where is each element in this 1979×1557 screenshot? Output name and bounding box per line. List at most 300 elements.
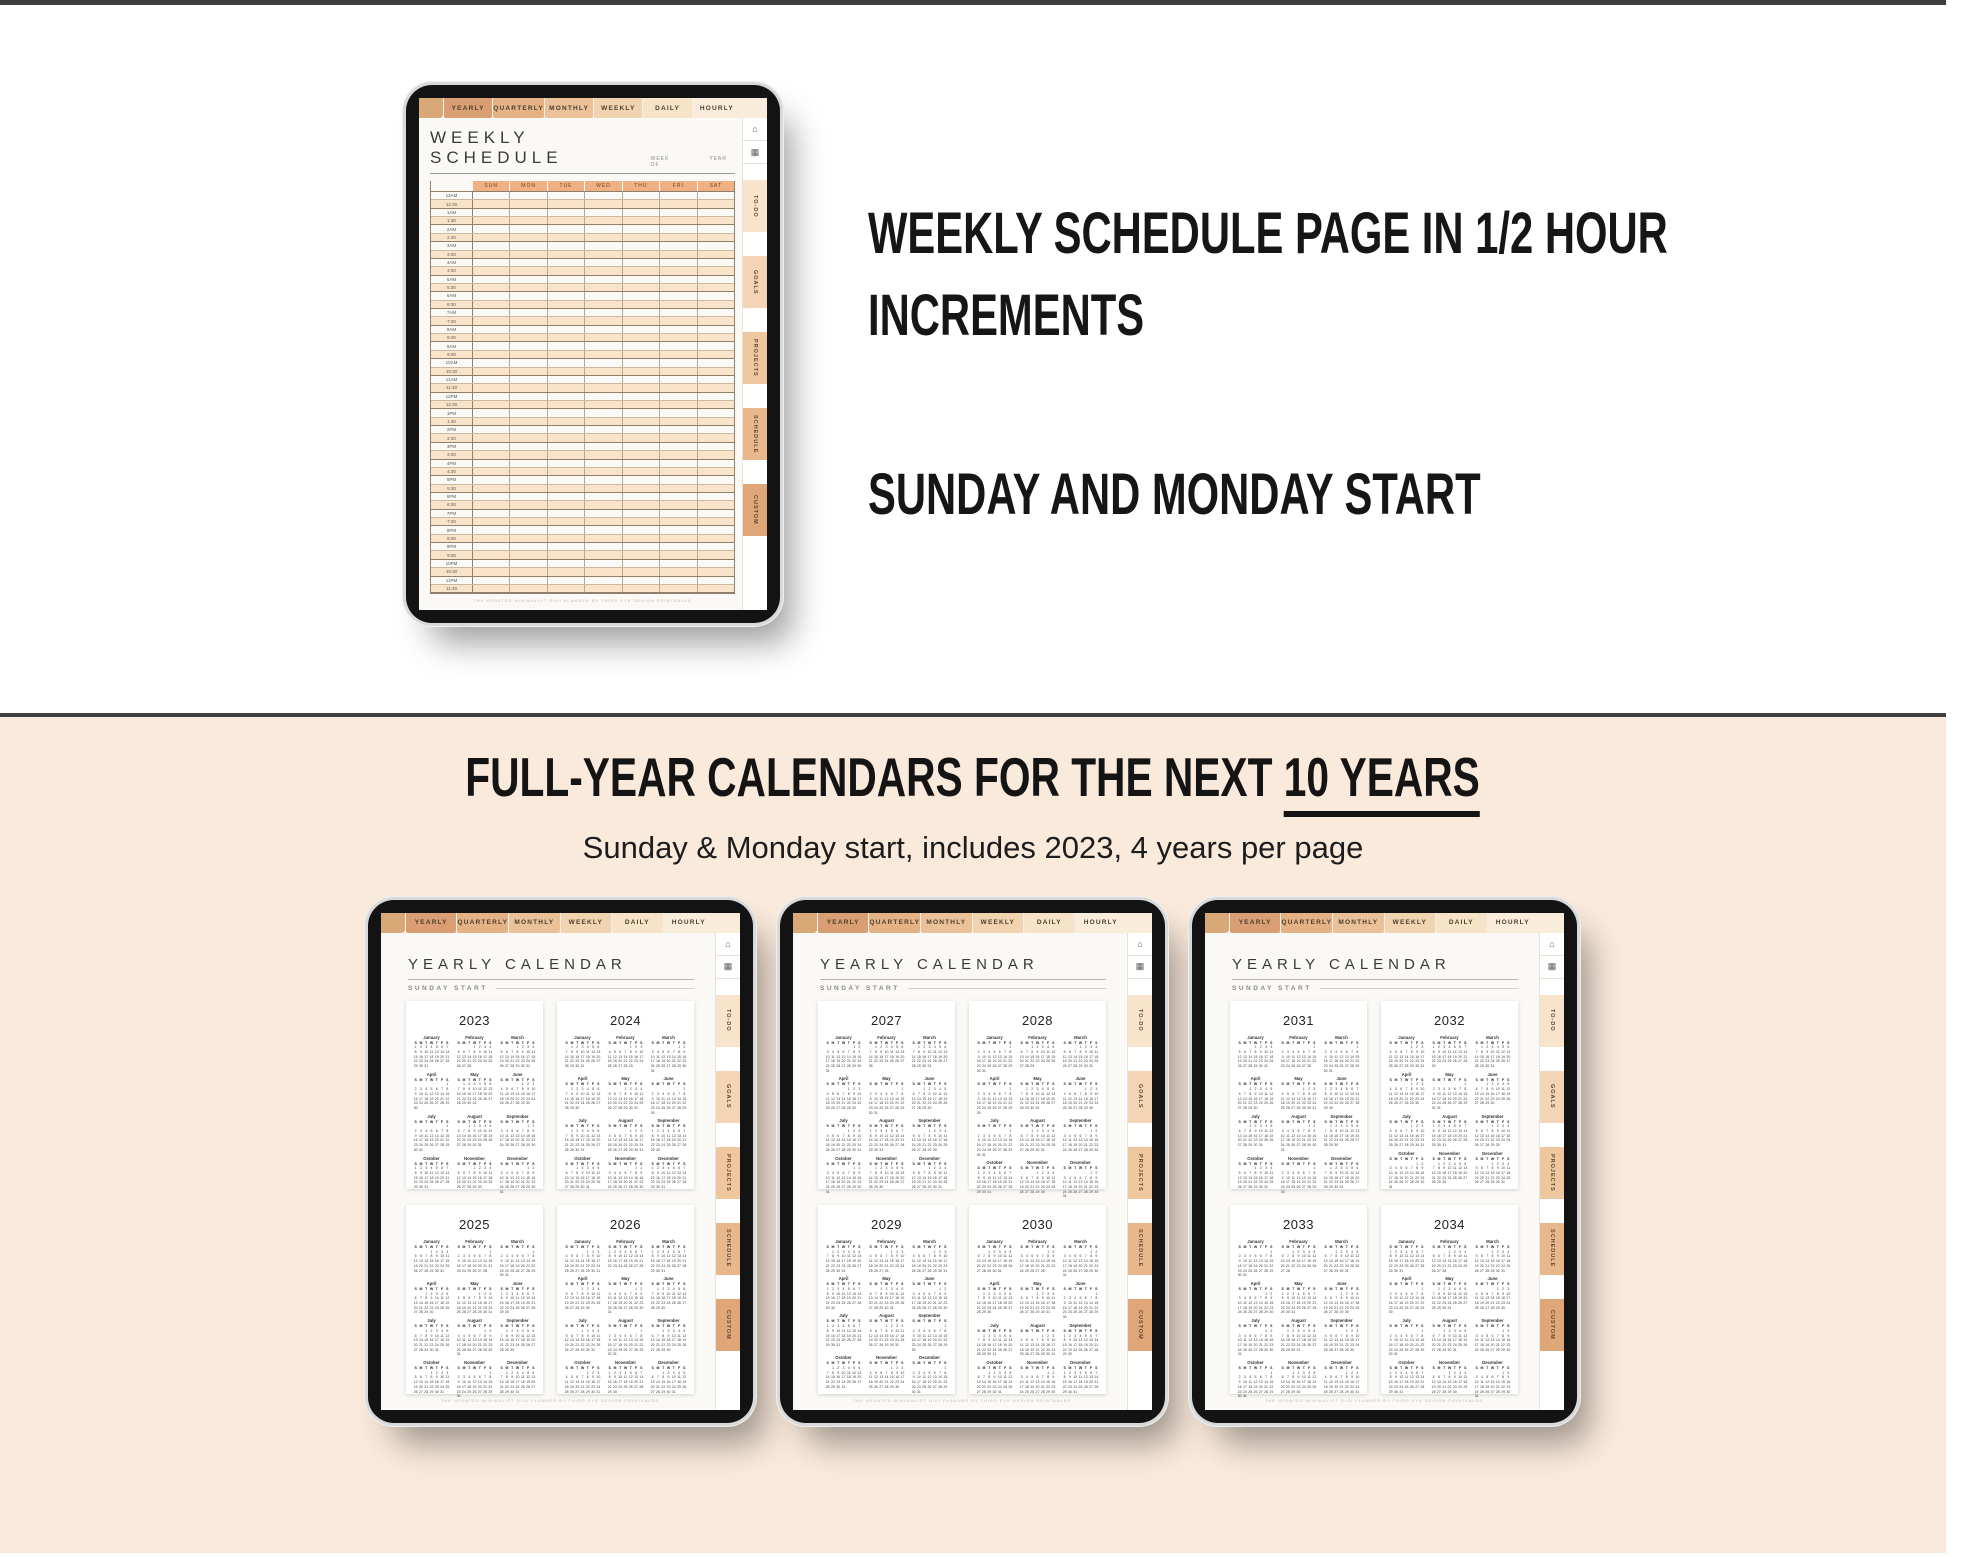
schedule-cell[interactable]: [623, 510, 660, 517]
schedule-cell[interactable]: [510, 376, 547, 383]
schedule-cell[interactable]: [623, 409, 660, 416]
schedule-cell[interactable]: [548, 460, 585, 467]
schedule-cell[interactable]: [548, 326, 585, 333]
schedule-cell[interactable]: [698, 577, 734, 584]
schedule-cell[interactable]: [548, 225, 585, 232]
schedule-cell[interactable]: [585, 543, 622, 550]
schedule-cell[interactable]: [660, 234, 697, 241]
schedule-cell[interactable]: [510, 234, 547, 241]
schedule-cell[interactable]: [623, 368, 660, 375]
schedule-cell[interactable]: [548, 334, 585, 341]
schedule-cell[interactable]: [548, 560, 585, 567]
side-tab-custom[interactable]: CUSTOM: [716, 1299, 740, 1351]
schedule-cell[interactable]: [698, 468, 734, 475]
top-tab-daily[interactable]: DAILY: [1024, 913, 1074, 933]
schedule-cell[interactable]: [548, 401, 585, 408]
schedule-cell[interactable]: [585, 225, 622, 232]
top-tab-hourly[interactable]: HOURLY: [1076, 913, 1126, 933]
schedule-cell[interactable]: [585, 551, 622, 558]
schedule-cell[interactable]: [585, 342, 622, 349]
schedule-cell[interactable]: [698, 351, 734, 358]
schedule-cell[interactable]: [548, 418, 585, 425]
home-icon[interactable]: ⌂: [743, 118, 767, 141]
schedule-cell[interactable]: [585, 526, 622, 533]
schedule-cell[interactable]: [660, 251, 697, 258]
schedule-cell[interactable]: [510, 418, 547, 425]
schedule-cell[interactable]: [660, 551, 697, 558]
top-tab-monthly[interactable]: MONTHLY: [545, 98, 593, 118]
schedule-cell[interactable]: [660, 401, 697, 408]
schedule-cell[interactable]: [473, 418, 510, 425]
schedule-cell[interactable]: [510, 242, 547, 249]
schedule-cell[interactable]: [548, 317, 585, 324]
schedule-cell[interactable]: [510, 384, 547, 391]
schedule-cell[interactable]: [698, 309, 734, 316]
schedule-cell[interactable]: [510, 200, 547, 207]
schedule-cell[interactable]: [585, 460, 622, 467]
schedule-cell[interactable]: [660, 518, 697, 525]
schedule-cell[interactable]: [473, 468, 510, 475]
schedule-cell[interactable]: [660, 217, 697, 224]
schedule-cell[interactable]: [698, 292, 734, 299]
schedule-cell[interactable]: [548, 426, 585, 433]
schedule-cell[interactable]: [585, 560, 622, 567]
schedule-cell[interactable]: [510, 476, 547, 483]
schedule-cell[interactable]: [660, 526, 697, 533]
schedule-cell[interactable]: [510, 568, 547, 575]
schedule-cell[interactable]: [473, 192, 510, 199]
schedule-cell[interactable]: [473, 234, 510, 241]
schedule-cell[interactable]: [660, 267, 697, 274]
schedule-cell[interactable]: [623, 217, 660, 224]
schedule-cell[interactable]: [623, 276, 660, 283]
schedule-cell[interactable]: [548, 468, 585, 475]
schedule-cell[interactable]: [473, 485, 510, 492]
schedule-cell[interactable]: [698, 418, 734, 425]
schedule-cell[interactable]: [698, 234, 734, 241]
side-tab-projects[interactable]: PROJECTS: [716, 1147, 740, 1199]
schedule-cell[interactable]: [510, 342, 547, 349]
schedule-cell[interactable]: [510, 460, 547, 467]
schedule-cell[interactable]: [473, 585, 510, 592]
schedule-cell[interactable]: [585, 493, 622, 500]
schedule-cell[interactable]: [623, 351, 660, 358]
schedule-cell[interactable]: [698, 501, 734, 508]
schedule-cell[interactable]: [585, 242, 622, 249]
top-tab-yearly[interactable]: YEARLY: [1230, 913, 1280, 933]
schedule-cell[interactable]: [473, 217, 510, 224]
schedule-cell[interactable]: [623, 242, 660, 249]
schedule-cell[interactable]: [473, 551, 510, 558]
schedule-cell[interactable]: [585, 259, 622, 266]
top-tab-hourly[interactable]: HOURLY: [693, 98, 741, 118]
schedule-cell[interactable]: [510, 493, 547, 500]
schedule-cell[interactable]: [623, 443, 660, 450]
schedule-cell[interactable]: [510, 501, 547, 508]
schedule-cell[interactable]: [473, 359, 510, 366]
schedule-cell[interactable]: [473, 292, 510, 299]
schedule-cell[interactable]: [548, 209, 585, 216]
schedule-cell[interactable]: [623, 577, 660, 584]
schedule-cell[interactable]: [698, 493, 734, 500]
schedule-cell[interactable]: [548, 309, 585, 316]
schedule-cell[interactable]: [473, 317, 510, 324]
schedule-cell[interactable]: [473, 409, 510, 416]
schedule-cell[interactable]: [585, 501, 622, 508]
schedule-cell[interactable]: [698, 217, 734, 224]
schedule-cell[interactable]: [660, 443, 697, 450]
grid-icon[interactable]: ▦: [743, 141, 767, 164]
schedule-cell[interactable]: [585, 200, 622, 207]
schedule-cell[interactable]: [660, 501, 697, 508]
schedule-cell[interactable]: [623, 535, 660, 542]
schedule-cell[interactable]: [698, 518, 734, 525]
schedule-cell[interactable]: [660, 259, 697, 266]
schedule-cell[interactable]: [698, 342, 734, 349]
schedule-cell[interactable]: [548, 551, 585, 558]
schedule-cell[interactable]: [623, 393, 660, 400]
side-tab-projects[interactable]: PROJECTS: [1128, 1147, 1152, 1199]
schedule-cell[interactable]: [623, 551, 660, 558]
schedule-cell[interactable]: [473, 251, 510, 258]
schedule-cell[interactable]: [473, 568, 510, 575]
schedule-cell[interactable]: [660, 434, 697, 441]
schedule-cell[interactable]: [623, 501, 660, 508]
schedule-cell[interactable]: [510, 443, 547, 450]
top-tab-yearly[interactable]: YEARLY: [818, 913, 868, 933]
schedule-cell[interactable]: [585, 568, 622, 575]
schedule-cell[interactable]: [585, 192, 622, 199]
schedule-cell[interactable]: [473, 284, 510, 291]
schedule-cell[interactable]: [585, 393, 622, 400]
schedule-cell[interactable]: [585, 351, 622, 358]
schedule-cell[interactable]: [548, 485, 585, 492]
schedule-cell[interactable]: [698, 510, 734, 517]
schedule-cell[interactable]: [548, 234, 585, 241]
schedule-cell[interactable]: [623, 225, 660, 232]
schedule-cell[interactable]: [548, 242, 585, 249]
schedule-cell[interactable]: [698, 568, 734, 575]
schedule-cell[interactable]: [473, 209, 510, 216]
schedule-cell[interactable]: [548, 284, 585, 291]
schedule-cell[interactable]: [660, 326, 697, 333]
schedule-cell[interactable]: [548, 384, 585, 391]
schedule-cell[interactable]: [473, 426, 510, 433]
schedule-cell[interactable]: [510, 401, 547, 408]
schedule-cell[interactable]: [698, 476, 734, 483]
schedule-cell[interactable]: [698, 359, 734, 366]
side-tab-to-do[interactable]: TO-DO: [1128, 995, 1152, 1047]
schedule-cell[interactable]: [473, 393, 510, 400]
schedule-cell[interactable]: [623, 401, 660, 408]
top-tab-quarterly[interactable]: QUARTERLY: [869, 913, 920, 933]
schedule-cell[interactable]: [510, 209, 547, 216]
schedule-cell[interactable]: [585, 485, 622, 492]
schedule-cell[interactable]: [473, 200, 510, 207]
schedule-cell[interactable]: [623, 200, 660, 207]
schedule-cell[interactable]: [623, 301, 660, 308]
schedule-cell[interactable]: [548, 476, 585, 483]
schedule-cell[interactable]: [510, 551, 547, 558]
schedule-cell[interactable]: [660, 409, 697, 416]
top-tab-weekly[interactable]: WEEKLY: [561, 913, 611, 933]
schedule-cell[interactable]: [623, 493, 660, 500]
schedule-cell[interactable]: [548, 342, 585, 349]
schedule-cell[interactable]: [698, 326, 734, 333]
schedule-cell[interactable]: [660, 535, 697, 542]
schedule-cell[interactable]: [510, 326, 547, 333]
schedule-cell[interactable]: [585, 267, 622, 274]
schedule-cell[interactable]: [585, 518, 622, 525]
side-tab-projects[interactable]: PROJECTS: [743, 332, 767, 384]
schedule-cell[interactable]: [548, 543, 585, 550]
schedule-cell[interactable]: [510, 317, 547, 324]
schedule-cell[interactable]: [548, 351, 585, 358]
schedule-cell[interactable]: [548, 276, 585, 283]
schedule-cell[interactable]: [698, 384, 734, 391]
schedule-cell[interactable]: [548, 443, 585, 450]
schedule-cell[interactable]: [585, 309, 622, 316]
schedule-cell[interactable]: [660, 334, 697, 341]
schedule-cell[interactable]: [660, 209, 697, 216]
schedule-cell[interactable]: [698, 451, 734, 458]
schedule-cell[interactable]: [585, 334, 622, 341]
schedule-cell[interactable]: [510, 526, 547, 533]
schedule-cell[interactable]: [585, 577, 622, 584]
schedule-cell[interactable]: [473, 309, 510, 316]
top-tab-quarterly[interactable]: QUARTERLY: [1281, 913, 1332, 933]
schedule-cell[interactable]: [548, 368, 585, 375]
schedule-cell[interactable]: [698, 426, 734, 433]
schedule-cell[interactable]: [660, 577, 697, 584]
schedule-cell[interactable]: [473, 577, 510, 584]
schedule-cell[interactable]: [510, 585, 547, 592]
schedule-cell[interactable]: [623, 560, 660, 567]
schedule-cell[interactable]: [473, 501, 510, 508]
schedule-cell[interactable]: [698, 276, 734, 283]
schedule-cell[interactable]: [660, 359, 697, 366]
schedule-cell[interactable]: [623, 326, 660, 333]
top-tab-daily[interactable]: DAILY: [643, 98, 691, 118]
schedule-cell[interactable]: [585, 476, 622, 483]
schedule-cell[interactable]: [585, 451, 622, 458]
schedule-cell[interactable]: [548, 200, 585, 207]
schedule-cell[interactable]: [548, 493, 585, 500]
schedule-cell[interactable]: [510, 368, 547, 375]
top-tab-weekly[interactable]: WEEKLY: [1385, 913, 1435, 933]
schedule-cell[interactable]: [698, 535, 734, 542]
schedule-cell[interactable]: [548, 409, 585, 416]
schedule-cell[interactable]: [548, 359, 585, 366]
schedule-cell[interactable]: [660, 568, 697, 575]
schedule-cell[interactable]: [548, 518, 585, 525]
schedule-cell[interactable]: [623, 209, 660, 216]
schedule-cell[interactable]: [660, 493, 697, 500]
schedule-cell[interactable]: [698, 334, 734, 341]
schedule-cell[interactable]: [623, 418, 660, 425]
schedule-cell[interactable]: [510, 284, 547, 291]
schedule-cell[interactable]: [698, 368, 734, 375]
schedule-cell[interactable]: [585, 209, 622, 216]
schedule-cell[interactable]: [510, 543, 547, 550]
side-tab-goals[interactable]: GOALS: [716, 1071, 740, 1123]
side-tab-goals[interactable]: GOALS: [743, 256, 767, 308]
grid-icon[interactable]: ▦: [716, 956, 740, 979]
schedule-cell[interactable]: [548, 267, 585, 274]
schedule-cell[interactable]: [473, 535, 510, 542]
schedule-cell[interactable]: [510, 251, 547, 258]
schedule-cell[interactable]: [585, 585, 622, 592]
schedule-cell[interactable]: [473, 242, 510, 249]
schedule-cell[interactable]: [585, 292, 622, 299]
schedule-cell[interactable]: [698, 460, 734, 467]
schedule-cell[interactable]: [660, 393, 697, 400]
schedule-cell[interactable]: [585, 426, 622, 433]
schedule-cell[interactable]: [660, 309, 697, 316]
side-tab-goals[interactable]: GOALS: [1128, 1071, 1152, 1123]
schedule-cell[interactable]: [698, 251, 734, 258]
top-tab-hourly[interactable]: HOURLY: [1488, 913, 1538, 933]
schedule-cell[interactable]: [623, 192, 660, 199]
home-icon[interactable]: ⌂: [1128, 933, 1152, 956]
schedule-cell[interactable]: [548, 292, 585, 299]
schedule-cell[interactable]: [698, 225, 734, 232]
schedule-cell[interactable]: [660, 242, 697, 249]
schedule-cell[interactable]: [510, 560, 547, 567]
schedule-cell[interactable]: [698, 192, 734, 199]
schedule-cell[interactable]: [585, 376, 622, 383]
schedule-cell[interactable]: [660, 384, 697, 391]
schedule-cell[interactable]: [510, 359, 547, 366]
schedule-cell[interactable]: [510, 192, 547, 199]
schedule-cell[interactable]: [660, 192, 697, 199]
top-tab-monthly[interactable]: MONTHLY: [509, 913, 559, 933]
schedule-cell[interactable]: [585, 368, 622, 375]
schedule-cell[interactable]: [585, 284, 622, 291]
schedule-cell[interactable]: [623, 309, 660, 316]
schedule-cell[interactable]: [698, 209, 734, 216]
schedule-cell[interactable]: [623, 476, 660, 483]
schedule-cell[interactable]: [510, 510, 547, 517]
schedule-cell[interactable]: [698, 401, 734, 408]
schedule-cell[interactable]: [660, 225, 697, 232]
schedule-cell[interactable]: [473, 342, 510, 349]
schedule-cell[interactable]: [660, 585, 697, 592]
top-tab-daily[interactable]: DAILY: [612, 913, 662, 933]
schedule-cell[interactable]: [623, 359, 660, 366]
schedule-cell[interactable]: [585, 434, 622, 441]
top-tab-monthly[interactable]: MONTHLY: [921, 913, 971, 933]
schedule-cell[interactable]: [473, 259, 510, 266]
schedule-cell[interactable]: [585, 317, 622, 324]
schedule-cell[interactable]: [660, 276, 697, 283]
schedule-cell[interactable]: [548, 510, 585, 517]
side-tab-custom[interactable]: CUSTOM: [743, 484, 767, 536]
schedule-cell[interactable]: [510, 292, 547, 299]
schedule-cell[interactable]: [548, 577, 585, 584]
schedule-cell[interactable]: [510, 309, 547, 316]
schedule-cell[interactable]: [510, 276, 547, 283]
top-tab-weekly[interactable]: WEEKLY: [594, 98, 642, 118]
schedule-cell[interactable]: [585, 535, 622, 542]
schedule-cell[interactable]: [510, 351, 547, 358]
schedule-cell[interactable]: [473, 301, 510, 308]
schedule-cell[interactable]: [473, 518, 510, 525]
schedule-cell[interactable]: [660, 476, 697, 483]
schedule-cell[interactable]: [473, 326, 510, 333]
schedule-cell[interactable]: [510, 334, 547, 341]
schedule-cell[interactable]: [585, 234, 622, 241]
grid-icon[interactable]: ▦: [1128, 956, 1152, 979]
side-tab-to-do[interactable]: TO-DO: [743, 180, 767, 232]
side-tab-schedule[interactable]: SCHEDULE: [1128, 1223, 1152, 1275]
schedule-cell[interactable]: [698, 434, 734, 441]
schedule-cell[interactable]: [698, 443, 734, 450]
schedule-cell[interactable]: [473, 443, 510, 450]
schedule-cell[interactable]: [585, 359, 622, 366]
top-tab-weekly[interactable]: WEEKLY: [973, 913, 1023, 933]
schedule-cell[interactable]: [660, 317, 697, 324]
schedule-cell[interactable]: [698, 317, 734, 324]
schedule-cell[interactable]: [473, 510, 510, 517]
top-tab-quarterly[interactable]: QUARTERLY: [493, 98, 544, 118]
side-tab-schedule[interactable]: SCHEDULE: [716, 1223, 740, 1275]
schedule-cell[interactable]: [623, 334, 660, 341]
schedule-cell[interactable]: [548, 393, 585, 400]
schedule-cell[interactable]: [510, 267, 547, 274]
schedule-cell[interactable]: [660, 418, 697, 425]
schedule-cell[interactable]: [623, 451, 660, 458]
schedule-cell[interactable]: [698, 409, 734, 416]
schedule-cell[interactable]: [623, 518, 660, 525]
schedule-cell[interactable]: [623, 251, 660, 258]
top-tab-quarterly[interactable]: QUARTERLY: [457, 913, 508, 933]
schedule-cell[interactable]: [510, 409, 547, 416]
schedule-cell[interactable]: [660, 376, 697, 383]
schedule-cell[interactable]: [623, 434, 660, 441]
home-icon[interactable]: ⌂: [716, 933, 740, 956]
schedule-cell[interactable]: [510, 426, 547, 433]
schedule-cell[interactable]: [698, 585, 734, 592]
schedule-cell[interactable]: [623, 267, 660, 274]
schedule-cell[interactable]: [698, 526, 734, 533]
schedule-cell[interactable]: [623, 376, 660, 383]
schedule-cell[interactable]: [510, 225, 547, 232]
schedule-cell[interactable]: [698, 200, 734, 207]
schedule-cell[interactable]: [660, 510, 697, 517]
schedule-cell[interactable]: [510, 217, 547, 224]
schedule-cell[interactable]: [473, 225, 510, 232]
top-tab-yearly[interactable]: YEARLY: [406, 913, 456, 933]
schedule-cell[interactable]: [548, 585, 585, 592]
schedule-cell[interactable]: [548, 451, 585, 458]
schedule-cell[interactable]: [698, 301, 734, 308]
schedule-cell[interactable]: [548, 535, 585, 542]
schedule-cell[interactable]: [473, 493, 510, 500]
schedule-cell[interactable]: [548, 376, 585, 383]
schedule-cell[interactable]: [473, 451, 510, 458]
schedule-cell[interactable]: [473, 384, 510, 391]
schedule-cell[interactable]: [585, 418, 622, 425]
schedule-cell[interactable]: [473, 267, 510, 274]
schedule-cell[interactable]: [660, 451, 697, 458]
schedule-cell[interactable]: [510, 535, 547, 542]
schedule-cell[interactable]: [623, 259, 660, 266]
schedule-cell[interactable]: [510, 468, 547, 475]
schedule-cell[interactable]: [473, 376, 510, 383]
schedule-cell[interactable]: [660, 200, 697, 207]
schedule-cell[interactable]: [585, 301, 622, 308]
